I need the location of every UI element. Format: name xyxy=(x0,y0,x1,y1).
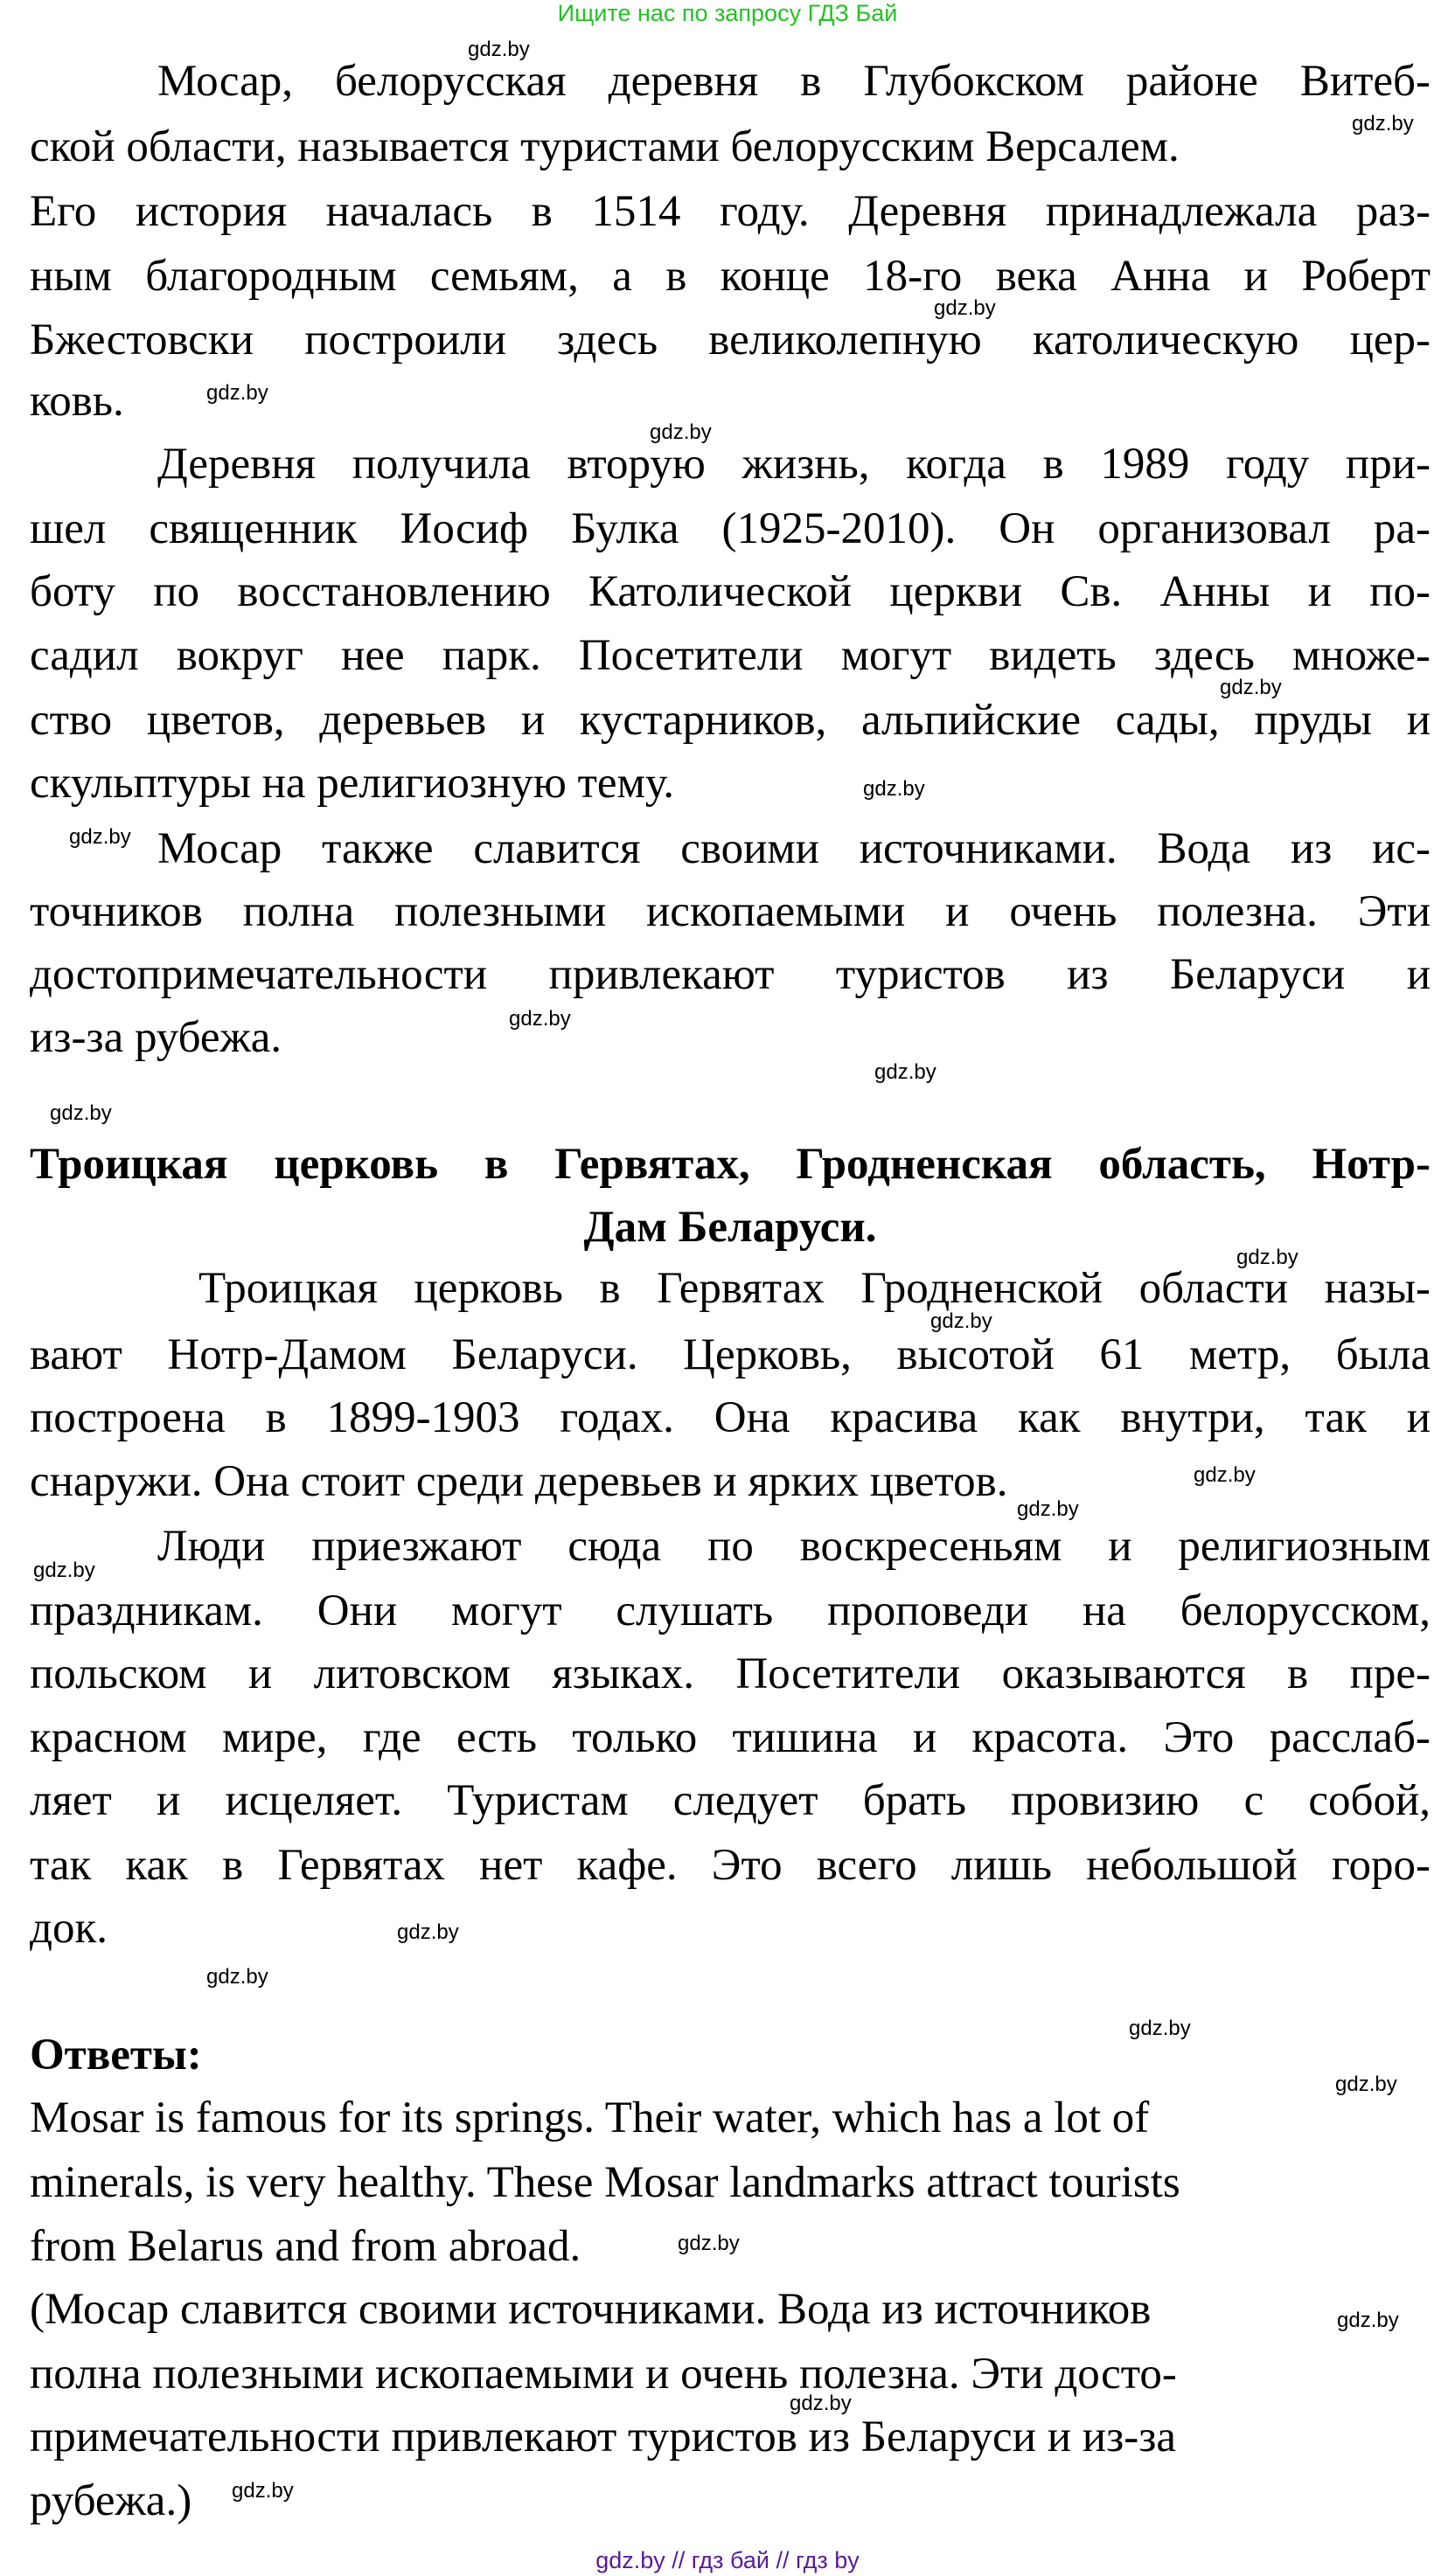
watermark: gdz.by xyxy=(934,296,996,320)
text-line: Деревня получила вторую жизнь, когда в 1989 году при- xyxy=(157,440,1431,489)
watermark: gdz.by xyxy=(863,777,925,801)
watermark: gdz.by xyxy=(1337,2309,1399,2332)
text-line: праздникам. Они могут слушать проповеди на белорусском, xyxy=(30,1587,1431,1635)
section-heading-line: Троицкая церковь в Гервятах, Гродненская область, Нотр- xyxy=(30,1140,1431,1189)
text-line: польском и литовском языках. Посетители оказываются в пре- xyxy=(30,1649,1431,1698)
text-line: ляет и исцеляет. Туристам следует брать провизию с собой, xyxy=(30,1776,1431,1825)
watermark: gdz.by xyxy=(1017,1497,1079,1521)
text-line: скульптуры на религиозную тему. xyxy=(30,759,674,808)
watermark: gdz.by xyxy=(1194,1463,1256,1487)
text-line: шел священник Иосиф Булка (1925-2010). Он организовал ра- xyxy=(30,504,1431,553)
text-line: вают Нотр-Дамом Беларуси. Церковь, высотой 61 метр, была xyxy=(30,1330,1431,1379)
watermark: gdz.by xyxy=(1236,1246,1298,1269)
text-line: так как в Гервятах нет кафе. Это всего лишь небольшой горо- xyxy=(30,1841,1431,1890)
text-line: Мосар также славится своими источниками. Вода из ис- xyxy=(157,824,1431,873)
text-line: достопримечательности привлекают туристов из Беларуси и xyxy=(30,950,1431,999)
watermark: gdz.by xyxy=(930,1309,992,1333)
watermark: gdz.by xyxy=(1129,2017,1191,2040)
answers-heading: Ответы: xyxy=(30,2031,202,2080)
text-line: из-за рубежа. xyxy=(30,1013,282,1062)
watermark: gdz.by xyxy=(69,825,131,849)
text-line: садил вокруг нее парк. Посетители могут видеть здесь множе- xyxy=(30,631,1431,680)
text-line: точников полна полезными ископаемыми и очень полезна. Эти xyxy=(30,887,1431,936)
watermark: gdz.by xyxy=(397,1920,459,1944)
text-line: док. xyxy=(30,1904,108,1953)
text-line: ным благородным семьям, а в конце 18-го века Анна и Роберт xyxy=(30,252,1431,301)
watermark: gdz.by xyxy=(1220,676,1282,699)
text-line: боту по восстановлению Католической церкви Св. Анны и по- xyxy=(30,567,1431,616)
watermark: gdz.by xyxy=(1335,2073,1397,2096)
text-line: from Belarus and from abroad. xyxy=(30,2222,581,2271)
section-heading-line: Дам Беларуси. xyxy=(583,1203,877,1252)
text-line: minerals, is very healthy. These Mosar landmarks attract tourists xyxy=(30,2158,1180,2207)
watermark: gdz.by xyxy=(50,1101,112,1125)
text-line: ство цветов, деревьев и кустарников, альпийские сады, пруды и xyxy=(30,696,1431,745)
footer-links[interactable]: gdz.by // гдз бай // гдз by xyxy=(595,2547,860,2573)
watermark: gdz.by xyxy=(874,1060,936,1084)
watermark: gdz.by xyxy=(790,2392,852,2415)
watermark: gdz.by xyxy=(678,2232,740,2255)
text-line: (Мосар славится своими источниками. Вода из источников xyxy=(30,2285,1152,2334)
text-line: Его история началась в 1514 году. Деревня принадлежала раз- xyxy=(30,187,1431,236)
text-line: примечательности привлекают туристов из Беларуси и из-за xyxy=(30,2413,1176,2461)
watermark: gdz.by xyxy=(509,1007,571,1031)
watermark: gdz.by xyxy=(468,38,530,61)
text-line: Троицкая церковь в Гервятах Гродненской области назы- xyxy=(198,1264,1431,1313)
text-line: построена в 1899-1903 годах. Она красива как внутри, так и xyxy=(30,1393,1431,1442)
watermark: gdz.by xyxy=(650,420,712,444)
watermark: gdz.by xyxy=(1352,112,1414,135)
text-line: Бжестовски построили здесь великолепную католическую цер- xyxy=(30,316,1431,365)
text-line: ковь. xyxy=(30,377,124,426)
text-line: Мосар, белорусская деревня в Глубокском районе Витеб- xyxy=(157,57,1431,106)
watermark: gdz.by xyxy=(206,1965,268,1989)
watermark: gdz.by xyxy=(232,2479,294,2503)
text-line: полна полезными ископаемыми и очень полезна. Эти досто- xyxy=(30,2350,1177,2399)
text-line: Люди приезжают сюда по воскресеньям и религиозным xyxy=(157,1522,1431,1571)
text-line: ской области, называется туристами белорусским Версалем. xyxy=(30,122,1180,171)
top-banner[interactable]: Ищите нас по запросу ГДЗ Бай xyxy=(557,0,898,26)
text-line: красном мире, где есть только тишина и красота. Это расслаб- xyxy=(30,1713,1431,1762)
text-line: рубежа.) xyxy=(30,2476,192,2525)
text-line: Mosar is famous for its springs. Their water, which has a lot of xyxy=(30,2093,1150,2142)
watermark: gdz.by xyxy=(206,381,268,405)
text-line: снаружи. Она стоит среди деревьев и ярких цветов. xyxy=(30,1457,1008,1506)
watermark: gdz.by xyxy=(33,1559,95,1582)
